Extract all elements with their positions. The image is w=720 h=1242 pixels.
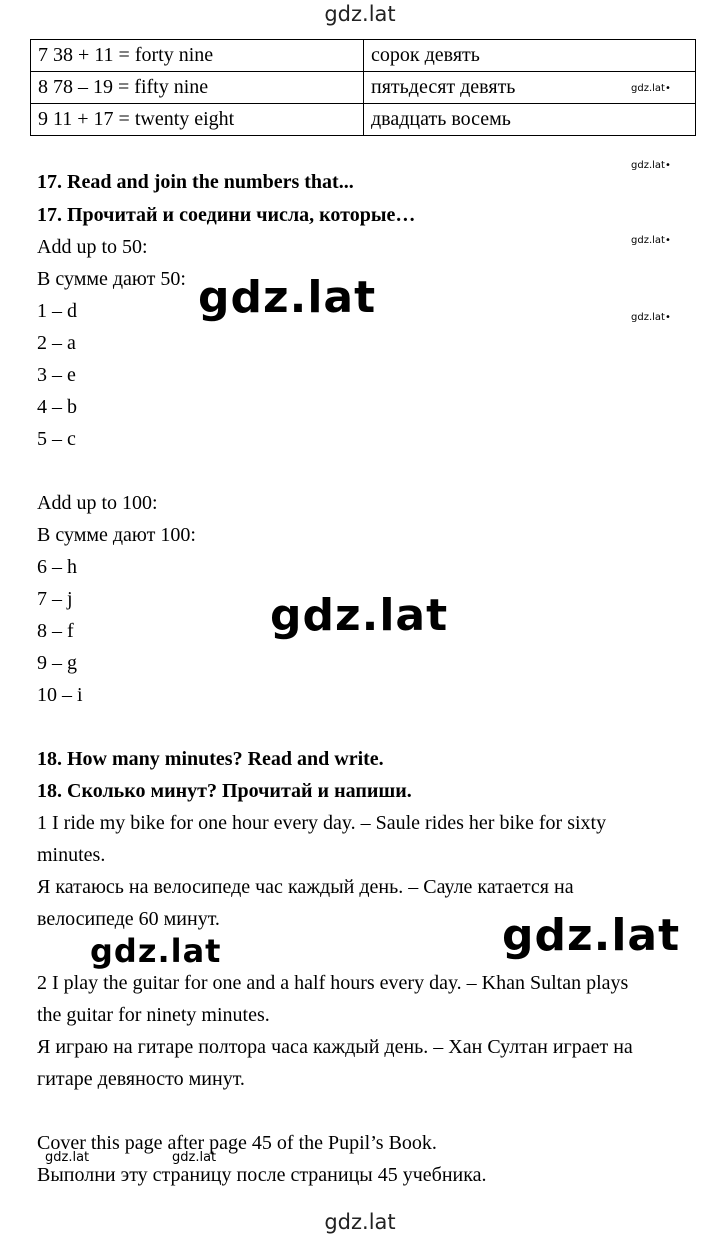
answer-item: 9 – g bbox=[37, 652, 77, 674]
ex18-text-line: 2 I play the guitar for one and a half hours every day. – Khan Sultan plays bbox=[37, 972, 629, 994]
site-footer: gdz.lat bbox=[324, 1210, 396, 1234]
table-cell-russian: пятьдесят девять bbox=[364, 72, 696, 104]
ex17-group1-heading-en: Add up to 50: bbox=[37, 236, 148, 258]
ex18-text-line: 1 I ride my bike for one hour every day. – Saule rides her bike for sixty bbox=[37, 812, 607, 834]
site-header: gdz.lat bbox=[324, 2, 396, 26]
note-en: Cover this page after page 45 of the Pupil’s Book. bbox=[37, 1132, 437, 1154]
answer-item: 3 – e bbox=[37, 364, 76, 386]
ex18-title-en: 18. How many minutes? Read and write. bbox=[37, 748, 384, 770]
answer-item: 2 – a bbox=[37, 332, 76, 354]
table-cell-equation: 9 11 + 17 = twenty eight bbox=[31, 104, 364, 136]
ex17-group2-heading-ru: В сумме дают 100: bbox=[37, 524, 196, 546]
ex18-title-ru: 18. Сколько минут? Прочитай и напиши. bbox=[37, 780, 412, 802]
ex18-text-line: the guitar for ninety minutes. bbox=[37, 1004, 270, 1026]
answer-item: 10 – i bbox=[37, 684, 83, 706]
table-cell-equation: 7 38 + 11 = forty nine bbox=[31, 40, 364, 72]
table-cell-russian: сорок девять bbox=[364, 40, 696, 72]
watermark-large: gdz.lat bbox=[198, 272, 377, 323]
table-row bbox=[31, 72, 696, 104]
answer-item: 7 – j bbox=[37, 588, 73, 610]
table-cell-equation: 8 78 – 19 = fifty nine bbox=[31, 72, 364, 104]
watermark-small: gdz.lat• bbox=[631, 312, 671, 323]
watermark-small: gdz.lat• bbox=[631, 235, 671, 246]
number-words-table bbox=[30, 39, 696, 136]
watermark-small-text: gdz.lat bbox=[45, 1150, 90, 1165]
answer-item: 5 – c bbox=[37, 428, 76, 450]
table-row bbox=[31, 104, 696, 136]
ex18-text-line: Я катаюсь на велосипеде час каждый день. – Сауле катается на bbox=[37, 876, 574, 898]
ex18-text-line: велосипеде 60 минут. bbox=[37, 908, 220, 930]
answer-item: 6 – h bbox=[37, 556, 77, 578]
watermark-small: gdz.lat• bbox=[631, 83, 671, 94]
watermark-large: gdz.lat bbox=[502, 910, 681, 961]
table-row bbox=[31, 40, 696, 72]
table-cell-russian: двадцать восемь bbox=[364, 104, 696, 136]
ex17-group2-heading-en: Add up to 100: bbox=[37, 492, 158, 514]
ex17-title-en: 17. Read and join the numbers that... bbox=[37, 171, 354, 193]
answer-item: 1 – d bbox=[37, 300, 77, 322]
answer-item: 4 – b bbox=[37, 396, 77, 418]
watermark-large: gdz.lat bbox=[270, 590, 449, 641]
note-ru: Выполни эту страницу после страницы 45 учебника. bbox=[37, 1164, 487, 1186]
ex18-text-line: гитаре девяносто минут. bbox=[37, 1068, 245, 1090]
ex17-group1-heading-ru: В сумме дают 50: bbox=[37, 268, 186, 290]
ex17-title-ru: 17. Прочитай и соедини числа, которые… bbox=[37, 204, 416, 226]
watermark-small: gdz.lat• bbox=[631, 160, 671, 171]
watermark-medium: gdz.lat bbox=[90, 932, 222, 970]
answer-item: 8 – f bbox=[37, 620, 74, 642]
watermark-small-text: gdz.lat bbox=[172, 1150, 217, 1165]
ex18-text-line: Я играю на гитаре полтора часа каждый день. – Хан Султан играет на bbox=[37, 1036, 633, 1058]
ex18-text-line: minutes. bbox=[37, 844, 106, 866]
